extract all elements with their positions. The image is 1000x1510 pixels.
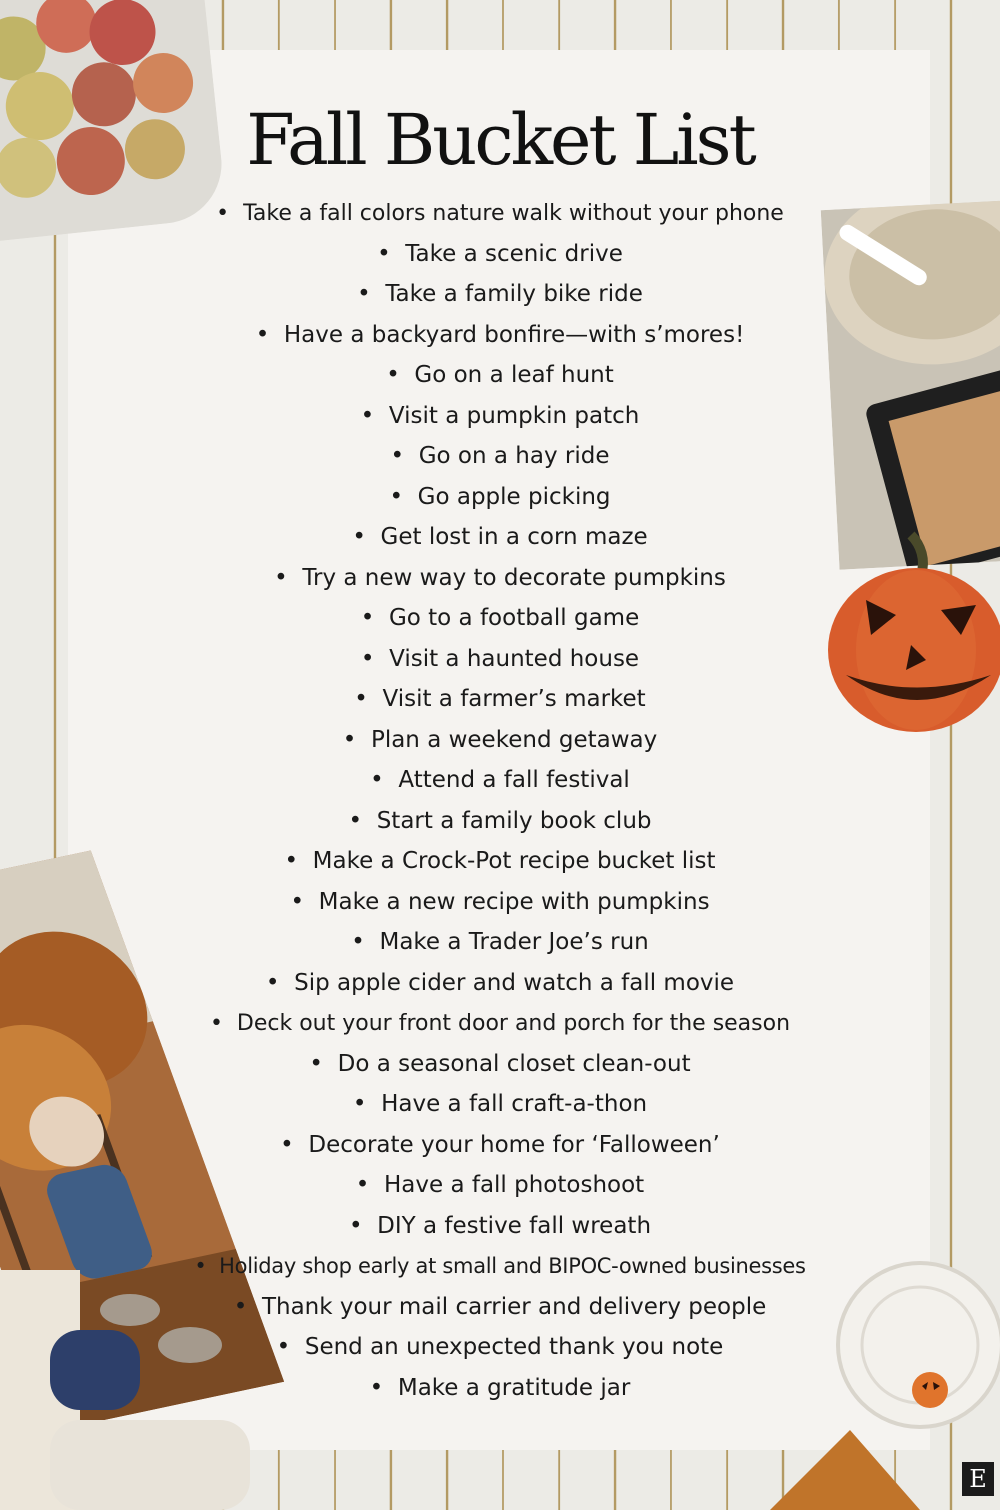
list-item <box>0 801 1000 842</box>
list-item <box>0 558 1000 599</box>
list-item-text: • Deck out your front door and porch for the season <box>210 1011 790 1036</box>
list-item-text: • Get lost in a corn maze <box>352 524 647 550</box>
list-item-text: • Have a fall craft-a-thon <box>353 1091 647 1117</box>
list-item <box>0 1165 1000 1206</box>
list-item <box>0 274 1000 315</box>
list-item-text: • Go on a leaf hunt <box>386 362 614 388</box>
list-item-text: • Have a backyard bonfire—with s’mores! <box>256 322 745 348</box>
list-item <box>0 882 1000 923</box>
list-item <box>0 517 1000 558</box>
list-item <box>0 760 1000 801</box>
list-item <box>0 1287 1000 1328</box>
list-item <box>0 1003 1000 1044</box>
list-item-text: • Take a scenic drive <box>377 241 623 267</box>
list-item-text: • Start a family book club <box>349 808 652 834</box>
list-item <box>0 1246 1000 1287</box>
list-item <box>0 1327 1000 1368</box>
list-item-text: • Sip apple cider and watch a fall movie <box>266 970 734 996</box>
list-item <box>0 679 1000 720</box>
list-item-text: • Take a family bike ride <box>357 281 643 307</box>
list-item-text: • Do a seasonal closet clean-out <box>309 1051 690 1077</box>
list-item-text: • Go to a football game <box>361 605 640 631</box>
list-item-text: • Plan a weekend getaway <box>343 727 657 753</box>
list-item-text: • Thank your mail carrier and delivery people <box>234 1294 767 1320</box>
list-item-text: • Send an unexpected thank you note <box>277 1334 724 1360</box>
list-item <box>0 598 1000 639</box>
list-item <box>0 193 1000 234</box>
list-item <box>0 315 1000 356</box>
list-item-text: • DIY a festive fall wreath <box>349 1213 651 1239</box>
list-item-text: • Visit a pumpkin patch <box>361 403 640 429</box>
page-title: Fall Bucket List <box>246 99 754 181</box>
list-item-text: • Take a fall colors nature walk without your phone <box>216 201 784 226</box>
list-item-text: • Holiday shop early at small and BIPOC-owned businesses <box>194 1254 805 1278</box>
list-item-text: • Visit a farmer’s market <box>354 686 645 712</box>
list-item <box>0 1084 1000 1125</box>
list-item-text: • Have a fall photoshoot <box>356 1172 644 1198</box>
list-item <box>0 234 1000 275</box>
list-item-text: • Decorate your home for ‘Falloween’ <box>280 1132 720 1158</box>
list-item-text: • Visit a haunted house <box>361 646 639 672</box>
brand-logo-icon: E <box>962 1462 994 1496</box>
list-item <box>0 477 1000 518</box>
list-item <box>0 922 1000 963</box>
list-item-text: • Try a new way to decorate pumpkins <box>274 565 726 591</box>
list-item-text: • Make a new recipe with pumpkins <box>290 889 709 915</box>
list-item <box>0 1044 1000 1085</box>
list-item <box>0 639 1000 680</box>
list-item <box>0 963 1000 1004</box>
bucket-list <box>0 193 1000 1408</box>
list-item-text: • Make a Crock-Pot recipe bucket list <box>284 848 715 874</box>
list-item <box>0 355 1000 396</box>
list-item-text: • Make a gratitude jar <box>370 1375 631 1401</box>
list-item-text: • Go on a hay ride <box>391 443 610 469</box>
list-item-text: • Attend a fall festival <box>370 767 630 793</box>
list-item <box>0 1125 1000 1166</box>
list-item-text: • Go apple picking <box>389 484 610 510</box>
list-item <box>0 436 1000 477</box>
list-item <box>0 1368 1000 1409</box>
list-item <box>0 396 1000 437</box>
list-item <box>0 1206 1000 1247</box>
list-item <box>0 720 1000 761</box>
list-item-text: • Make a Trader Joe’s run <box>351 929 648 955</box>
list-item <box>0 841 1000 882</box>
